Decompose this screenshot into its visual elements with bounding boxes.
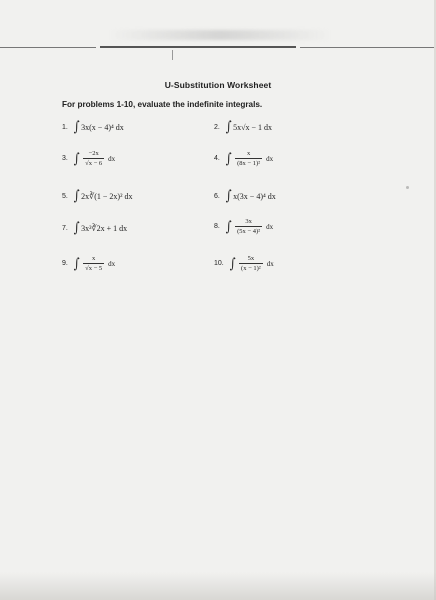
denominator: (8x − 1)² [237, 160, 261, 167]
denominator: √x − 6 [85, 160, 103, 167]
problem-number: 7. [62, 224, 68, 232]
differential: dx [108, 154, 116, 163]
fraction [235, 218, 262, 235]
fraction [83, 150, 104, 167]
scan-shadow [0, 572, 436, 600]
integral-sign-icon: ∫ [73, 188, 80, 204]
integral-sign-icon: ∫ [73, 150, 80, 167]
integral-sign-icon: ∫ [73, 119, 80, 135]
scan-speck [406, 186, 409, 189]
integral-sign-icon: ∫ [225, 188, 232, 204]
fraction-bar [83, 263, 104, 264]
differential: dx [266, 259, 274, 268]
differential: dx [266, 154, 274, 163]
fraction [83, 255, 104, 272]
page-title: U-Substitution Worksheet [164, 80, 272, 90]
denominator: √x − 5 [85, 265, 103, 272]
integrand: 3x(x − 4)⁴ dx [81, 122, 124, 132]
integral-expression [225, 120, 272, 134]
problem-4 [214, 150, 273, 167]
integral-sign-icon: ∫ [225, 218, 232, 235]
integrand: x(3x − 4)⁴ dx [233, 191, 276, 201]
integral-expression [73, 120, 124, 134]
problem-number: 6. [214, 192, 220, 200]
problem-number: 9. [62, 260, 68, 267]
problem-number: 8. [214, 223, 220, 230]
integrand: 2x∛(1 − 2x)² dx [81, 191, 133, 201]
denominator: (x − 1)² [241, 265, 261, 272]
numerator: x [246, 150, 251, 157]
problem-number: 3. [62, 155, 68, 162]
integral-expression [73, 150, 115, 167]
integral-sign-icon: ∫ [225, 119, 232, 135]
header-rule-middle [100, 46, 296, 48]
fraction-bar [235, 158, 262, 159]
fraction [235, 150, 262, 167]
header-rule-right [300, 47, 436, 48]
integral-expression [225, 218, 273, 235]
integral-sign-icon: ∫ [225, 150, 232, 167]
numerator: 3x [245, 218, 252, 225]
integral-expression [225, 150, 273, 167]
integral-expression [73, 221, 127, 235]
problem-2 [214, 120, 272, 134]
fraction-bar [239, 263, 263, 264]
integrand: 3x²∛2x + 1 dx [81, 223, 128, 233]
differential: dx [108, 259, 116, 268]
integral-sign-icon: ∫ [229, 255, 236, 272]
problem-5 [62, 189, 132, 203]
problem-10 [214, 255, 274, 272]
integral-sign-icon: ∫ [73, 255, 80, 272]
integral-expression [229, 255, 274, 272]
problem-1 [62, 120, 124, 134]
integral-expression [73, 255, 115, 272]
differential: dx [266, 222, 274, 231]
fraction-bar [83, 158, 104, 159]
problem-8 [214, 218, 273, 235]
problem-7 [62, 221, 127, 235]
scan-tick-mark [172, 50, 173, 60]
denominator: (5x − 4)² [237, 228, 261, 235]
problem-6 [214, 189, 276, 203]
instructions: For problems 1-10, evaluate the indefinite integrals. [62, 100, 263, 109]
numerator: −2x [88, 150, 99, 157]
fraction [239, 255, 263, 272]
fraction-bar [235, 226, 262, 227]
problem-3 [62, 150, 115, 167]
problem-number: 10. [214, 260, 224, 267]
integrand: 5x√x − 1 dx [233, 122, 273, 132]
problem-number: 5. [62, 192, 68, 200]
header-rule-left [0, 47, 96, 48]
problem-number: 1. [62, 123, 68, 131]
numerator: x [92, 255, 96, 262]
integral-expression [73, 189, 133, 203]
problem-9 [62, 255, 115, 272]
faded-header-text [110, 30, 330, 40]
problem-number: 4. [214, 155, 220, 162]
numerator: 5x [247, 255, 255, 262]
integral-expression [225, 189, 276, 203]
problem-number: 2. [214, 123, 220, 131]
integral-sign-icon: ∫ [73, 220, 80, 236]
